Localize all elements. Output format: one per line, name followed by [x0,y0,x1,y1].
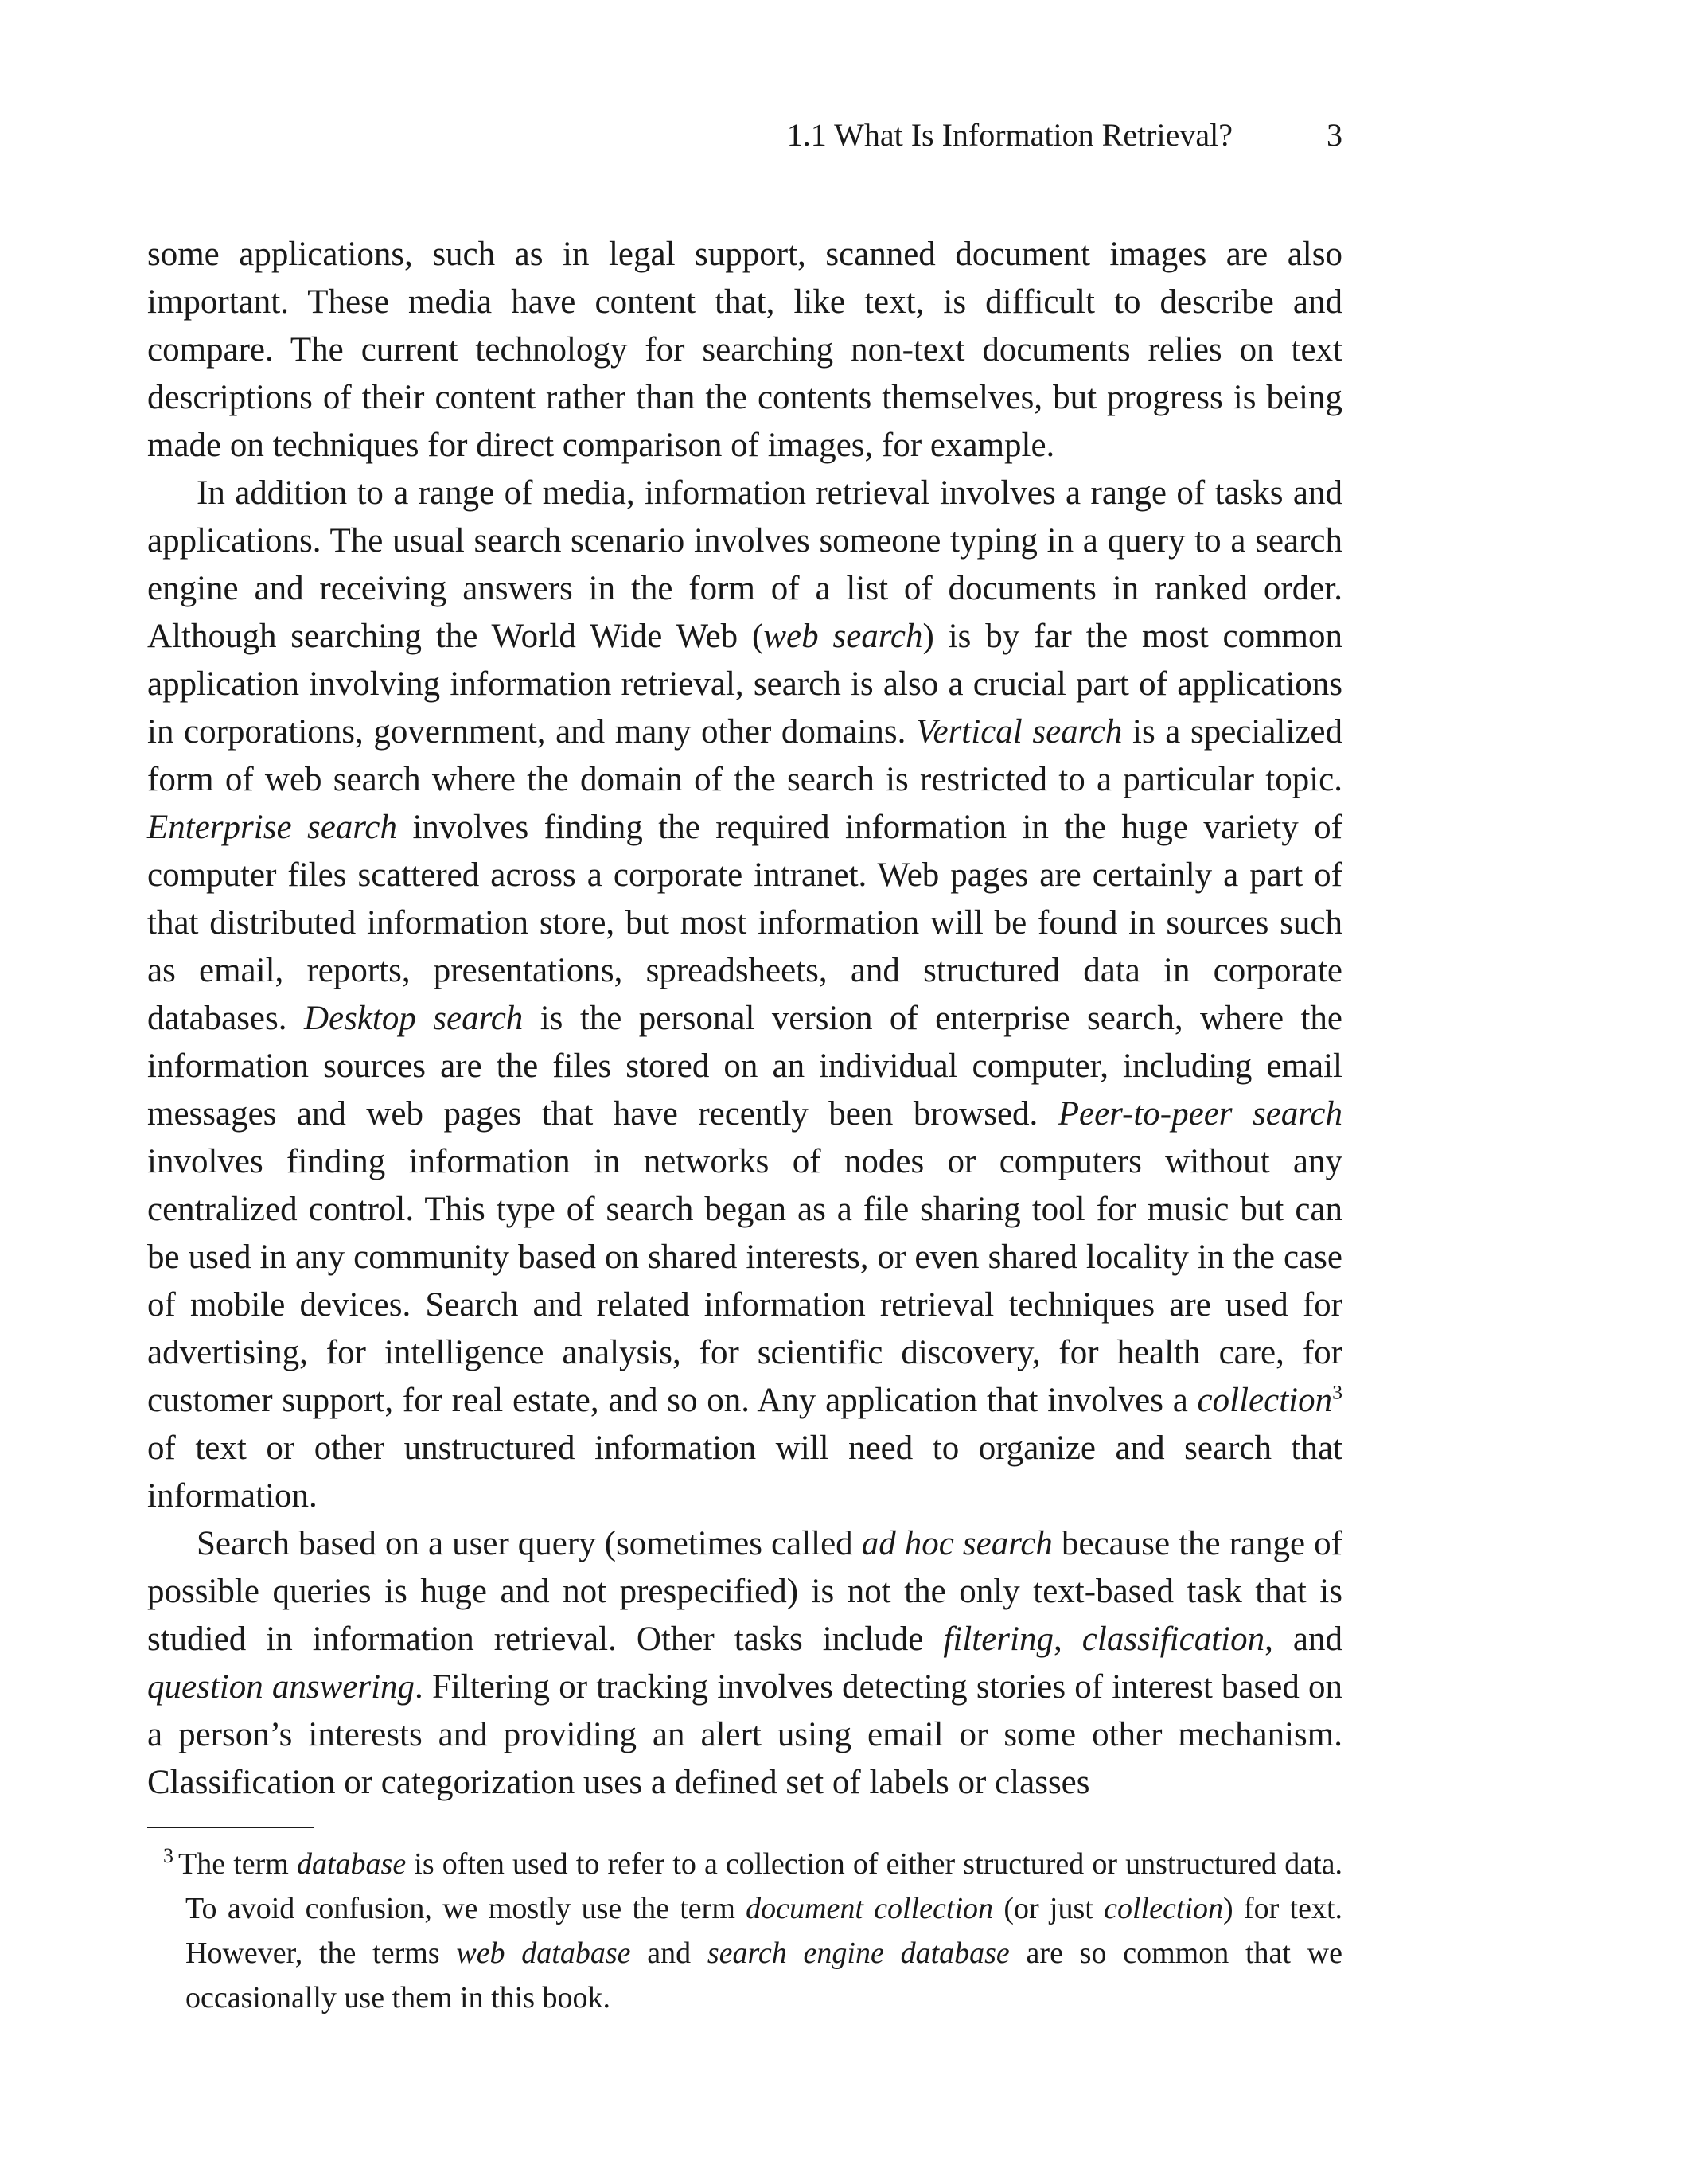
text-run: of text or other unstructured information will need to organize and search that information. [147,1429,1342,1515]
emphasized-term: web database [456,1936,631,1970]
running-head [147,111,1342,159]
emphasized-term: collection [1197,1382,1333,1419]
emphasized-term: web search [763,618,923,655]
text-run: (or just [993,1892,1105,1925]
footnote [163,1842,1342,2020]
footnote-paragraph [163,1842,1342,2020]
emphasized-term: classification [1081,1620,1265,1658]
emphasized-term: ad hoc search [861,1525,1053,1562]
text-run: involves finding the required information in the huge variety of computer files scattered across a corporate intranet. Web pages are certainly a part of that distributed information store, but most information will be found in sources such as email, reports, presentations, spreadsheets, and structured data in corporate databases. [147,809,1342,1037]
body-text [147,231,1342,1807]
emphasized-term: database [296,1847,407,1881]
text-run: ) for text. However, the terms [185,1892,1342,1970]
text-run: and [630,1936,707,1970]
paragraph [147,1520,1342,1807]
running-head-title: 1.1 What Is Information Retrieval? [786,117,1233,153]
emphasized-term: document collection [746,1892,994,1925]
text-run: are so common that we occasionally use them in this book. [185,1936,1342,2014]
text-run: some applications, such as in legal support, scanned document images are also important. These media have content that, like text, is difficult to describe and compare. The current technology for searching non-text documents relies on text descriptions of their content rather than the contents themselves, but progress is being made on techniques for direct comparison of images, for example. [147,236,1342,464]
paragraph [147,470,1342,1520]
text-run: Search based on a user query (sometimes called [197,1525,862,1562]
emphasized-term: Vertical search [915,713,1123,751]
emphasized-term: filtering [943,1620,1054,1658]
emphasized-term: search engine database [707,1936,1010,1970]
text-run: because the range of possible queries is huge and not prespecified) is not the only text-based task that is studied in information retrieval. Other tasks include [147,1525,1342,1658]
footnote-body [163,1842,1342,2020]
text-run: is the personal version of enterprise search, where the information sources are the files stored on an individual computer, including email messages and web pages that have recently been browsed. [147,1000,1343,1133]
text-run: , and [1264,1620,1342,1658]
text-run: The term [178,1847,297,1881]
paragraph [147,231,1342,470]
text-run: ) is by far the most common application involving information retrieval, search is also a crucial part of applications in corporations, government, and many other domains. [147,618,1342,751]
footnote-mark: 3 [163,1844,173,1867]
text-run: is a specialized form of web search where the domain of the search is restricted to a particular topic. [147,713,1342,798]
footnote-text [178,1847,1342,2014]
emphasized-term: Peer-to-peer search [1058,1095,1343,1133]
footnote-rule [147,1827,314,1828]
text-run: is often used to refer to a collection of either structured or unstructured data. To avoid confusion, we mostly use the term [185,1847,1342,1925]
emphasized-term: Desktop search [303,1000,524,1037]
emphasized-term: Enterprise search [147,809,398,846]
page-number: 3 [1327,117,1342,153]
text-run: involves finding information in networks of nodes or computers without any centralized control. This type of search began as a file sharing tool for music but can be used in any community based on shared interests, or even shared locality in the case of mobile devices. Search and related information retrieval techniques are used for advertising, for intelligence analysis, for scientific discovery, for health care, for customer support, for real estate, and so on. Any application that involves a [147,1143,1342,1419]
text-run: , [1053,1620,1082,1658]
emphasized-term: question answering [147,1668,415,1706]
emphasized-term: collection [1104,1892,1223,1925]
footnote-reference: 3 [1332,1380,1342,1404]
text-run: . Filtering or tracking involves detecting stories of interest based on a person’s interests and providing an alert using email or some other mechanism. Classification or categorization uses a defined set of labels or classes [147,1668,1342,1801]
text-run: In addition to a range of media, information retrieval involves a range of tasks and applications. The usual search scenario involves someone typing in a query to a search engine and receiving answers in the form of a list of documents in ranked order. Although searching the World Wide Web ( [147,474,1342,655]
